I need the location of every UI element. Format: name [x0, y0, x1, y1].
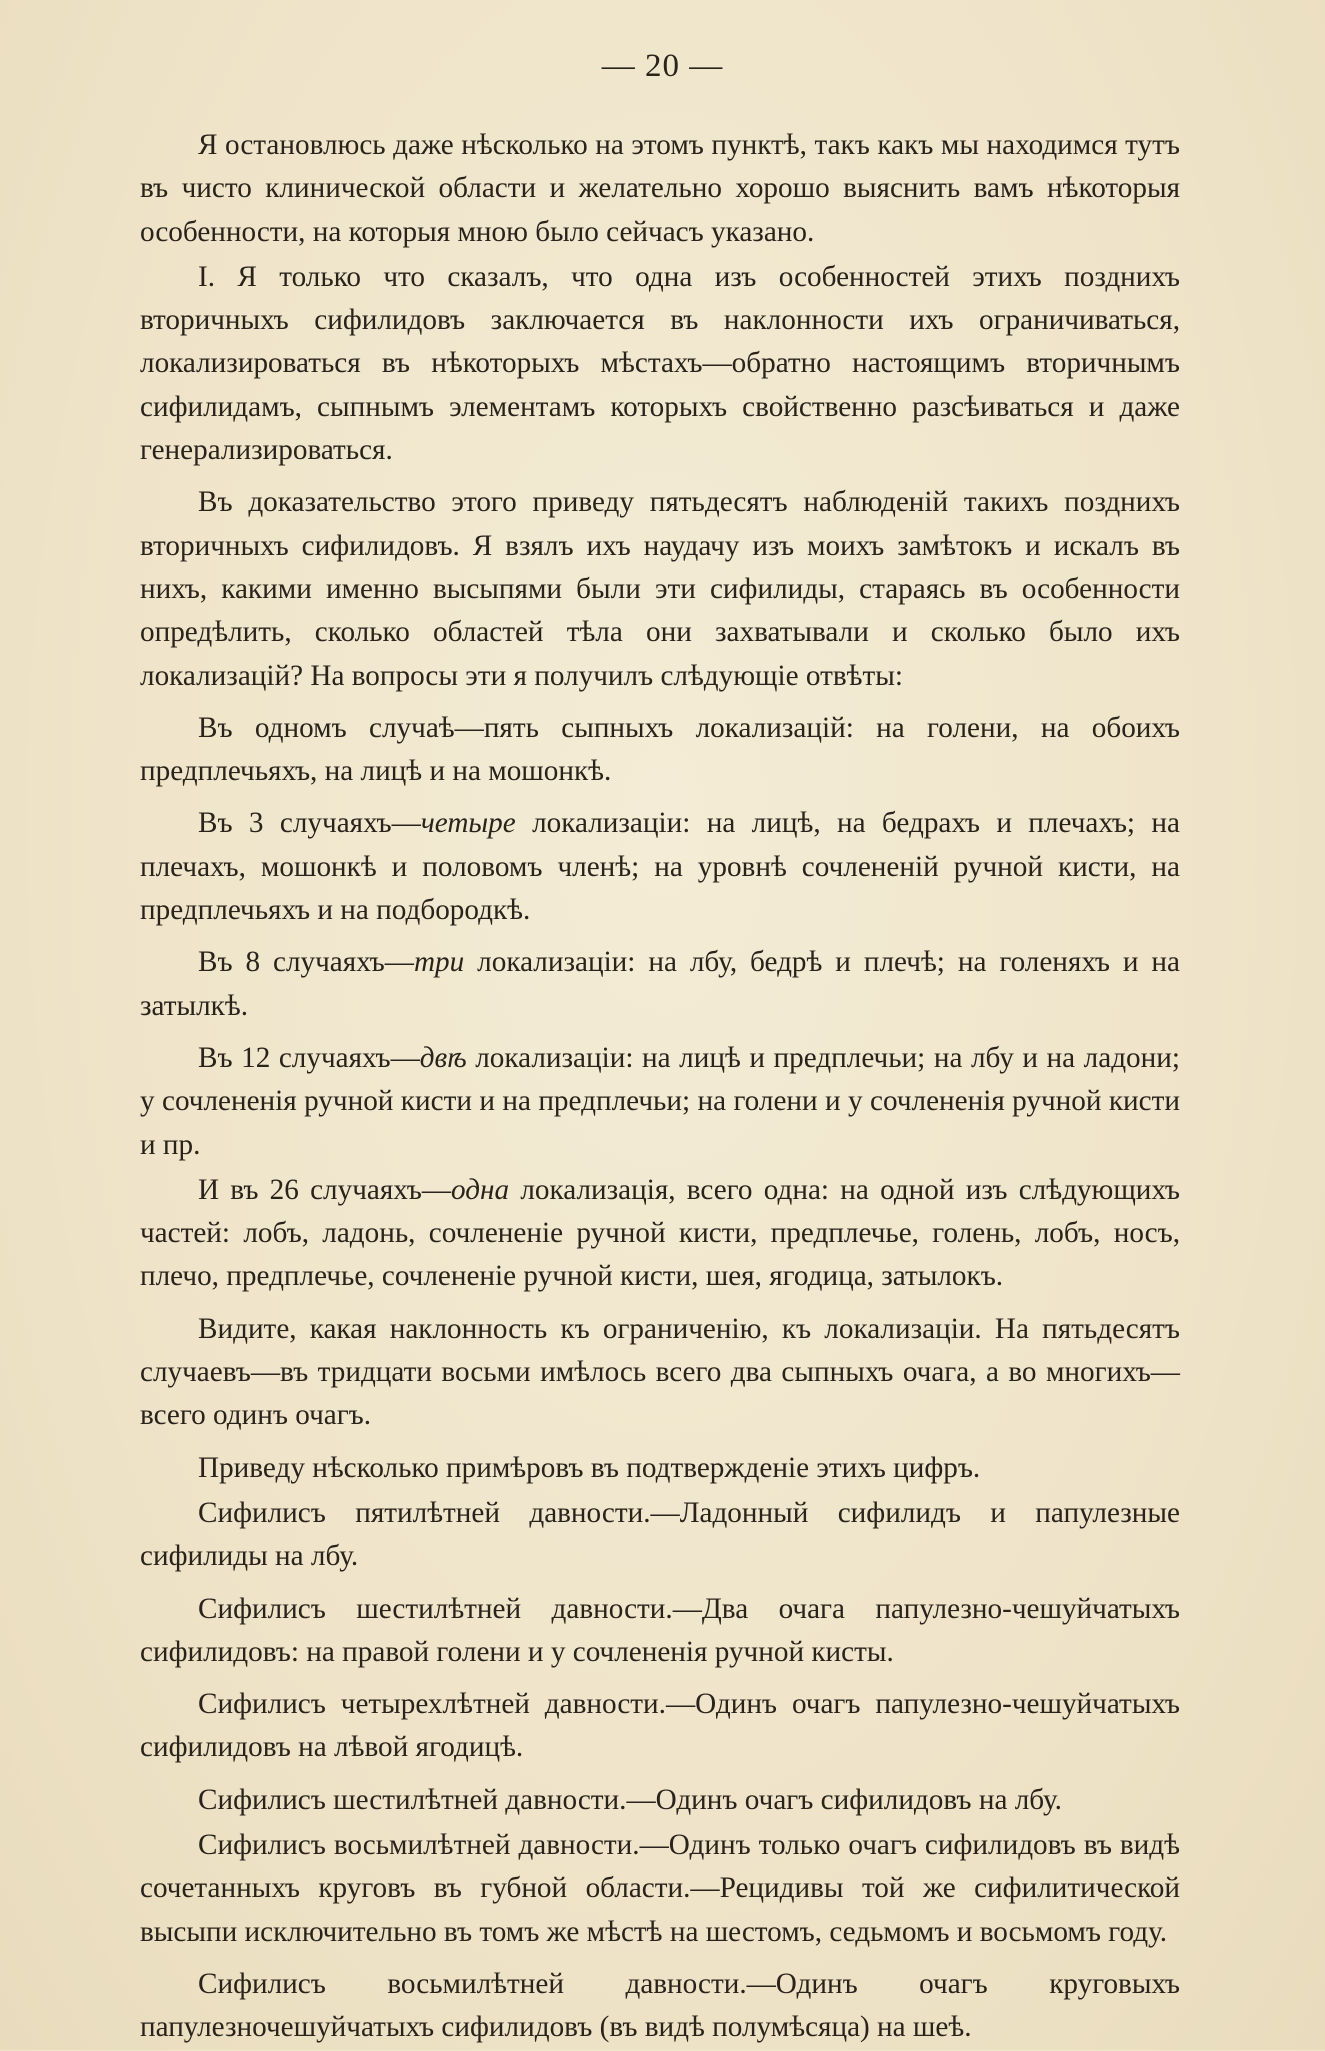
paragraph: Сифилисъ восьмилѣтней давности.—Одинъ очагъ круговыхъ папулезночешуйчатыхъ сифилидовъ (въ видѣ полумѣсяца) на шеѣ.: [140, 1967, 1180, 2044]
paragraph: Въ 3 случаяхъ—четыре локализаціи: на лицѣ, на бедрахъ и плечахъ; на плечахъ, мошонкѣ и половомъ членѣ; на уровнѣ сочлененій ручной кисти, на предплечьяхъ и на подбородкѣ.: [140, 807, 1180, 927]
paragraph: Я остановлюсь даже нѣсколько на этомъ пунктѣ, такъ какъ мы находимся тутъ въ чисто клинической области и желательно хорошо выяснить вамъ нѣкоторыя особенности, на которыя мною было сейчасъ указано.: [140, 129, 1180, 248]
paragraph: Сифилисъ шестилѣтней давности.—Одинъ очагъ сифилидовъ на лбу.: [198, 1783, 1062, 1816]
paragraph: И въ 26 случаяхъ—одна локализація, всего одна: на одной изъ слѣдующихъ частей: лобъ, ладонь, сочлененіе ручной кисти, предплечье, голень, лобъ, носъ, плечо, предплечье, сочлененіе ручной кисти, шея, ягодица, затылокъ.: [140, 1173, 1180, 1293]
page-number: — 20 —: [601, 48, 724, 84]
paragraph: Въ одномъ случаѣ—пять сыпныхъ локализацій: на голени, на обоихъ предплечьяхъ, на лицѣ и на мошонкѣ.: [140, 711, 1180, 788]
paragraph: Приведу нѣсколько примѣровъ въ подтвержденіе этихъ цифръ.: [198, 1451, 981, 1484]
paragraph: Въ доказательство этого приведу пятьдесятъ наблюденій такихъ позднихъ вторичныхъ сифилидовъ. Я взялъ ихъ наудачу изъ моихъ замѣтокъ и искалъ въ нихъ, какими именно высыпями были эти сифилиды, стараясь въ особенности опредѣлить, сколько областей тѣла они захватывали и сколько было ихъ локализацій? На вопросы эти я получилъ слѣдующіе отвѣты:: [140, 486, 1180, 692]
paragraph: Сифилисъ шестилѣтней давности.—Два очага папулезно-чешуйчатыхъ сифилидовъ: на правой голени и у сочлененія ручной кисты.: [140, 1592, 1180, 1668]
paragraph: Сифилисъ четырехлѣтней давности.—Одинъ очагъ папулезно-чешуйчатыхъ сифилидовъ на лѣвой ягодицѣ.: [140, 1688, 1180, 1764]
italic-count: три: [413, 946, 465, 979]
paragraph: Сифилисъ восьмилѣтней давности.—Одинъ только очагъ сифилидовъ въ видѣ сочетанныхъ круговъ въ губной области.—Рецидивы той же сифилитической высыпи исключительно въ томъ же мѣстѣ на шестомъ, седьмомъ и восьмомъ году.: [140, 1828, 1180, 1948]
italic-count: четыре: [420, 807, 516, 840]
paragraph: Въ 8 случаяхъ—три локализаціи: на лбу, бедрѣ и плечѣ; на голеняхъ и на затылкѣ.: [140, 946, 1180, 1022]
paragraph: Въ 12 случаяхъ—двѣ локализаціи: на лицѣ и предплечьи; на лбу и на ладони; у сочлененія ручной кисти и на предплечьи; на голени и у сочлененія ручной кисти и пр.: [140, 1041, 1180, 1161]
body-text: [140, 124, 1180, 2051]
paragraph: Сифилисъ пятилѣтней давности.—Ладонный сифилидъ и папулезные сифилиды на лбу.: [140, 1496, 1180, 1573]
paragraph: I. Я только что сказалъ, что одна изъ особенностей этихъ позднихъ вторичныхъ сифилидовъ заключается въ наклонности ихъ ограничиваться, локализироваться въ нѣкоторыхъ мѣстахъ—обратно настоящимъ вторичнымъ сифилидамъ, сыпнымъ элементамъ которыхъ свойственно разсѣиваться и даже генерализироваться.: [140, 260, 1180, 467]
italic-count: одна: [451, 1173, 510, 1206]
italic-count: двѣ: [419, 1041, 467, 1074]
paragraph: Видите, какая наклонность къ ограниченію, къ локализаціи. На пятьдесятъ случаевъ—въ тридцати восьми имѣлось всего два сыпныхъ очага, а во многихъ—всего одинъ очагъ.: [140, 1312, 1180, 1432]
